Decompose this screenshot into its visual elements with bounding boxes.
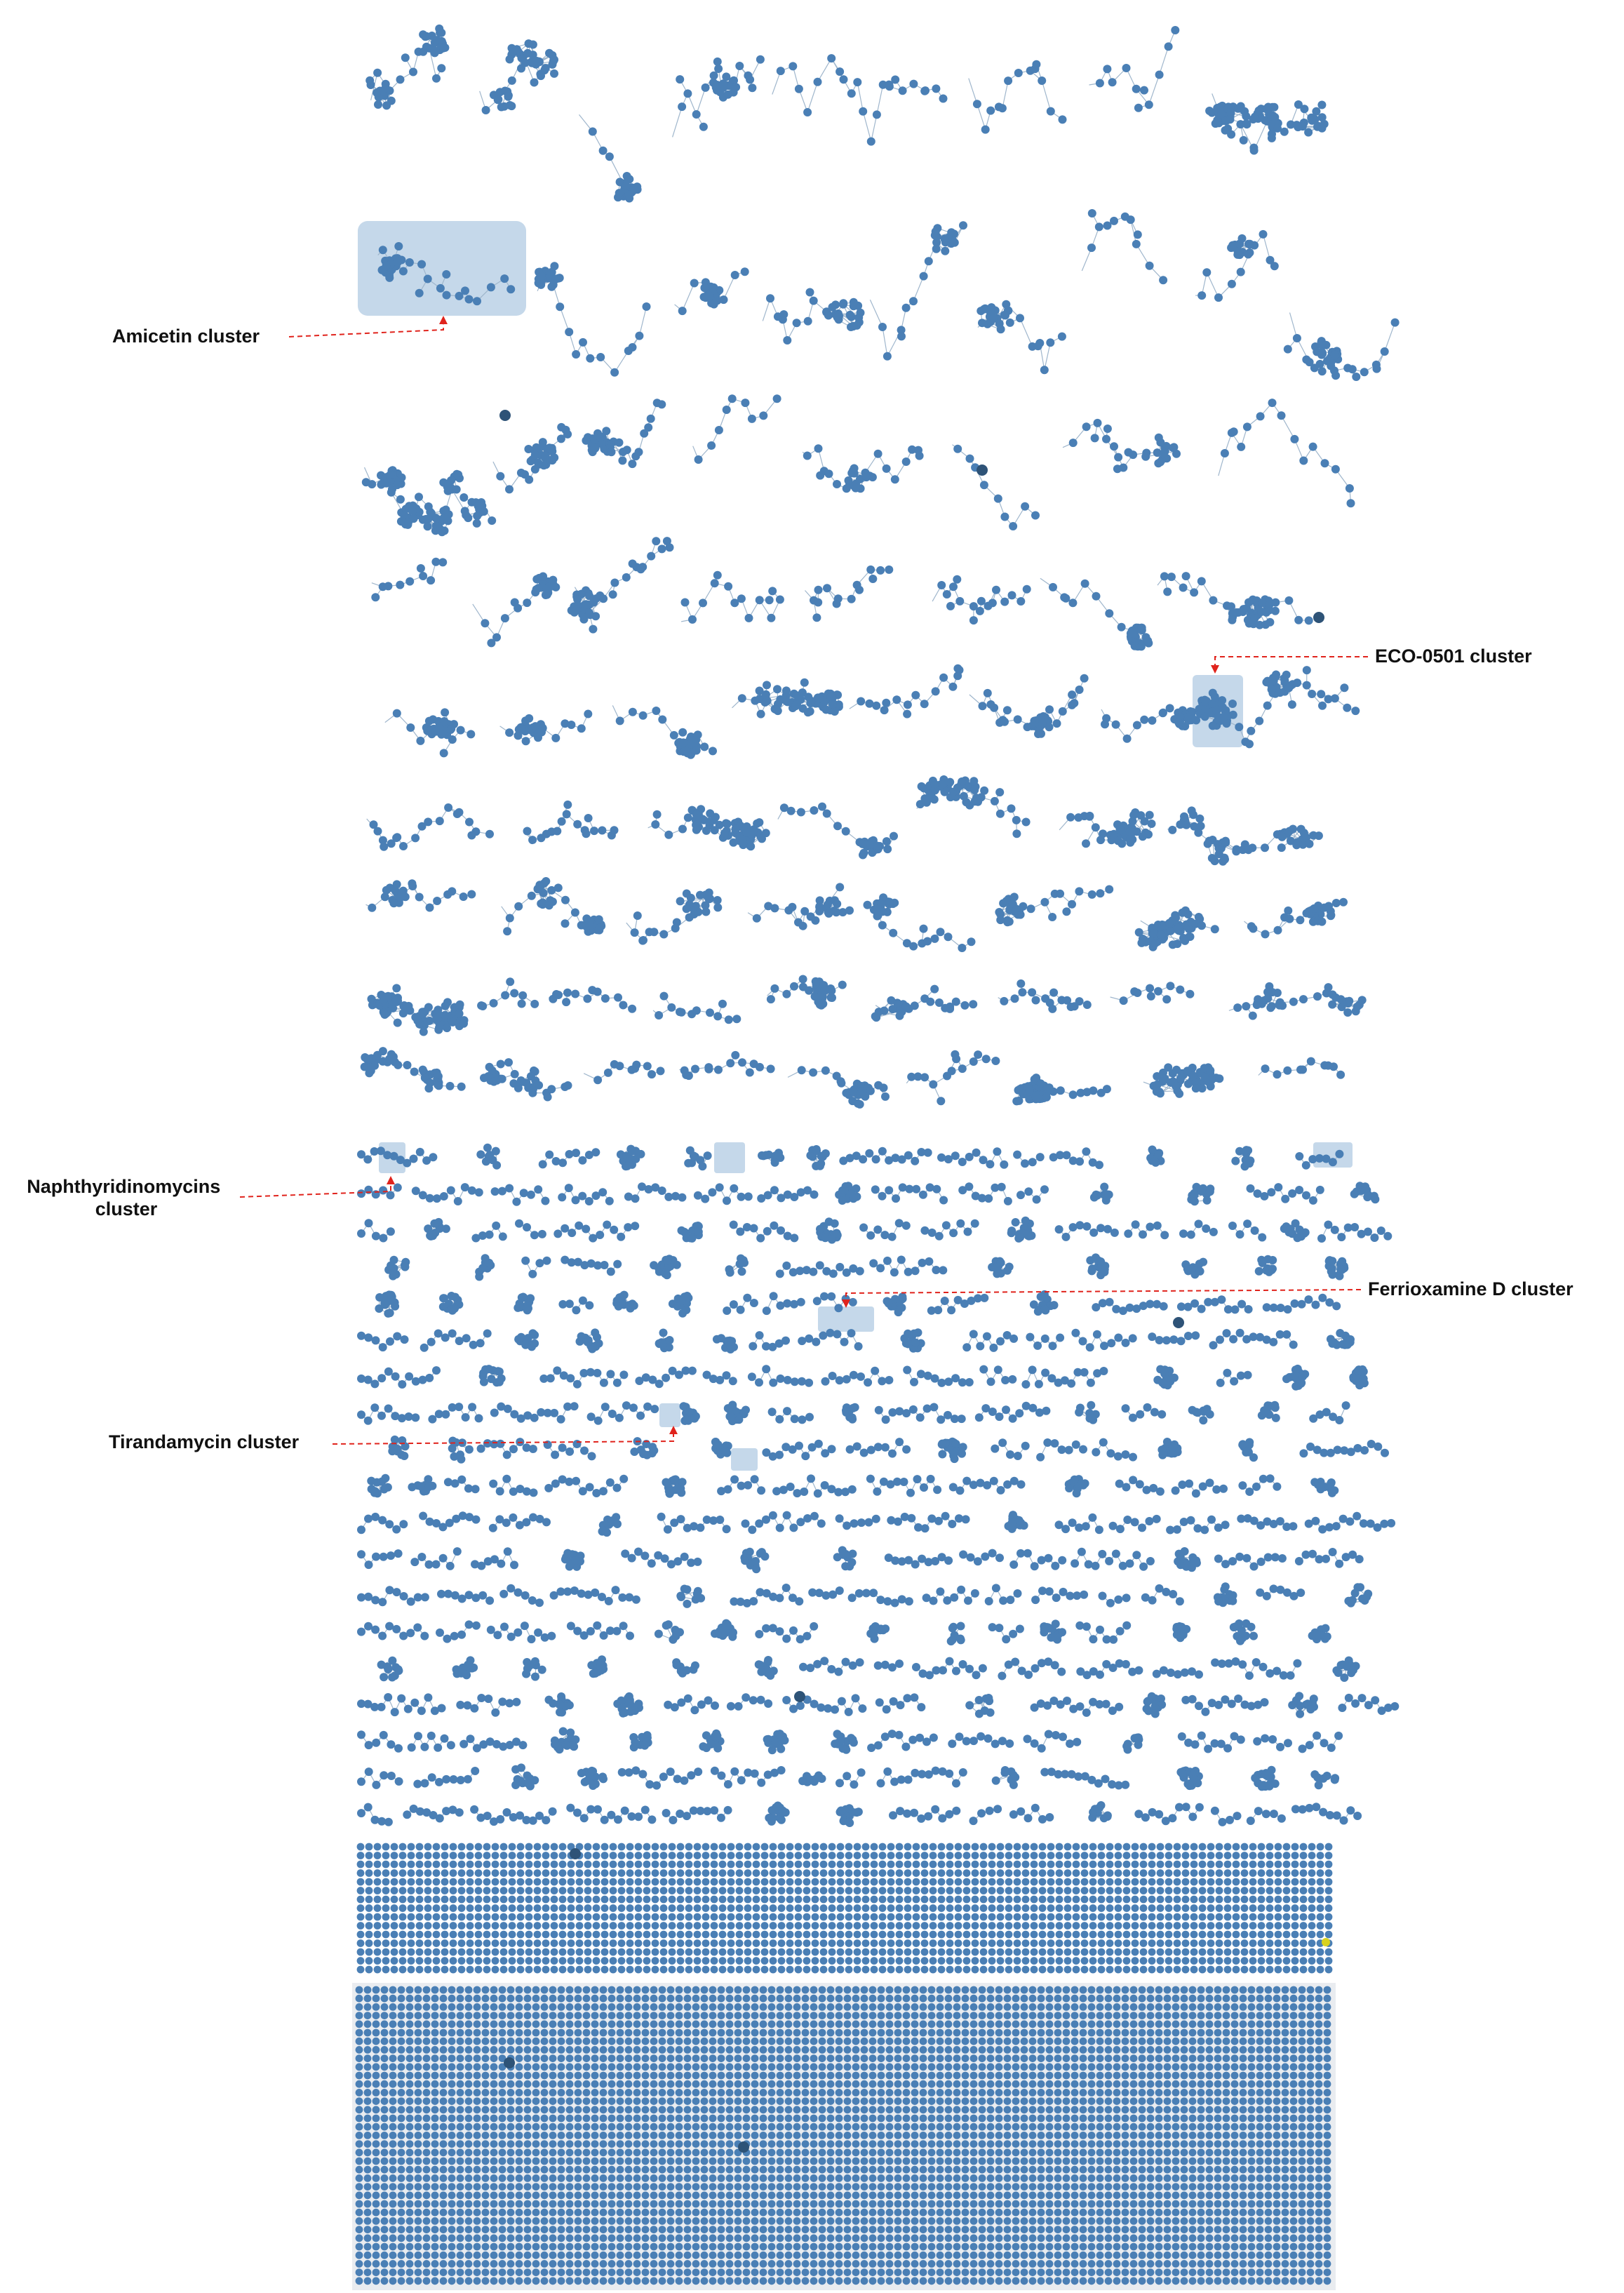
network-node (382, 101, 391, 109)
network-node (513, 45, 521, 53)
network-edge (807, 82, 817, 112)
network-edge (1045, 342, 1051, 370)
network-node (676, 75, 684, 83)
network-node (550, 69, 558, 78)
network-node (439, 44, 448, 52)
tirandamycin-highlight-box (659, 1403, 680, 1427)
network-node (724, 91, 732, 99)
naphthyridinomycins-highlight-box-2 (714, 1142, 745, 1173)
network-node (633, 182, 641, 191)
network-node (432, 74, 441, 83)
network-node (497, 103, 506, 112)
network-node (521, 59, 530, 67)
network-node (589, 128, 597, 136)
network-node (373, 69, 382, 77)
network-edge (883, 327, 887, 356)
network-node (873, 110, 881, 119)
network-node (795, 85, 803, 93)
network-node (622, 182, 631, 190)
network-node (891, 76, 899, 84)
network-node (713, 58, 722, 66)
network-node (422, 32, 431, 41)
network-node (605, 152, 614, 161)
network-node (712, 83, 720, 92)
highlight-layer (352, 221, 1353, 2290)
network-node (836, 67, 844, 76)
network-node (973, 100, 981, 108)
network-node (437, 64, 445, 72)
network-node (532, 57, 541, 65)
network-node (433, 36, 441, 44)
network-edge (1042, 81, 1051, 112)
network-node (735, 62, 744, 70)
network-node (932, 84, 940, 93)
network-edge (1020, 318, 1033, 347)
network-node (714, 65, 723, 73)
network-edge (697, 88, 706, 114)
network-edge (870, 300, 883, 327)
network-edge (1385, 323, 1395, 352)
network-node (615, 189, 624, 197)
network-node (523, 49, 532, 58)
network-node (803, 108, 812, 116)
network-node (550, 55, 558, 64)
network-node (981, 126, 990, 134)
network-node (859, 107, 867, 116)
network-node (599, 147, 608, 155)
network-node (683, 89, 692, 98)
network-node (853, 78, 861, 86)
network-node (367, 81, 375, 89)
network-node (840, 75, 848, 83)
network-node (401, 53, 410, 62)
network-node (719, 79, 727, 88)
network-node (814, 78, 822, 86)
network-node (788, 62, 797, 70)
tirandamycin-highlight-box-2 (731, 1448, 758, 1471)
network-node (986, 107, 995, 115)
network-node (847, 89, 856, 98)
network-node (494, 95, 502, 104)
network-node (756, 55, 765, 64)
network-node (396, 75, 405, 83)
network-node (482, 106, 490, 114)
network-node (909, 80, 918, 88)
network-node (530, 79, 539, 87)
network-edge (683, 283, 694, 312)
network-edge (1149, 75, 1160, 105)
network-node (678, 102, 686, 111)
ferrioxamine-highlight-box (818, 1306, 874, 1332)
network-node (506, 55, 514, 64)
network-node (409, 68, 417, 76)
network-node (692, 110, 701, 119)
network-node (827, 54, 836, 62)
network-edge (639, 307, 646, 336)
network-node (437, 29, 445, 37)
network-node (699, 123, 708, 131)
network-node (732, 83, 740, 91)
network-edge (1002, 81, 1008, 108)
network-node (373, 88, 381, 97)
network-node (382, 80, 390, 88)
network-node (746, 76, 754, 84)
network-node (867, 138, 875, 146)
network-node (540, 66, 549, 74)
network-node (899, 86, 907, 95)
network-node (504, 93, 512, 101)
network-node (496, 88, 504, 96)
network-nodes (356, 25, 1400, 2285)
network-node (748, 83, 756, 92)
network-node (529, 41, 537, 49)
network-node (777, 67, 785, 75)
network-node (702, 83, 710, 92)
network-edge (857, 82, 863, 112)
network-edge (1160, 46, 1169, 74)
network-edge (877, 85, 883, 115)
network-edge (863, 112, 871, 142)
network-node (939, 95, 948, 103)
network-node (419, 48, 427, 56)
network-node (920, 87, 929, 95)
network-node (885, 82, 894, 91)
network-node (508, 76, 516, 85)
network-edge (673, 107, 683, 137)
network-node (374, 100, 382, 109)
